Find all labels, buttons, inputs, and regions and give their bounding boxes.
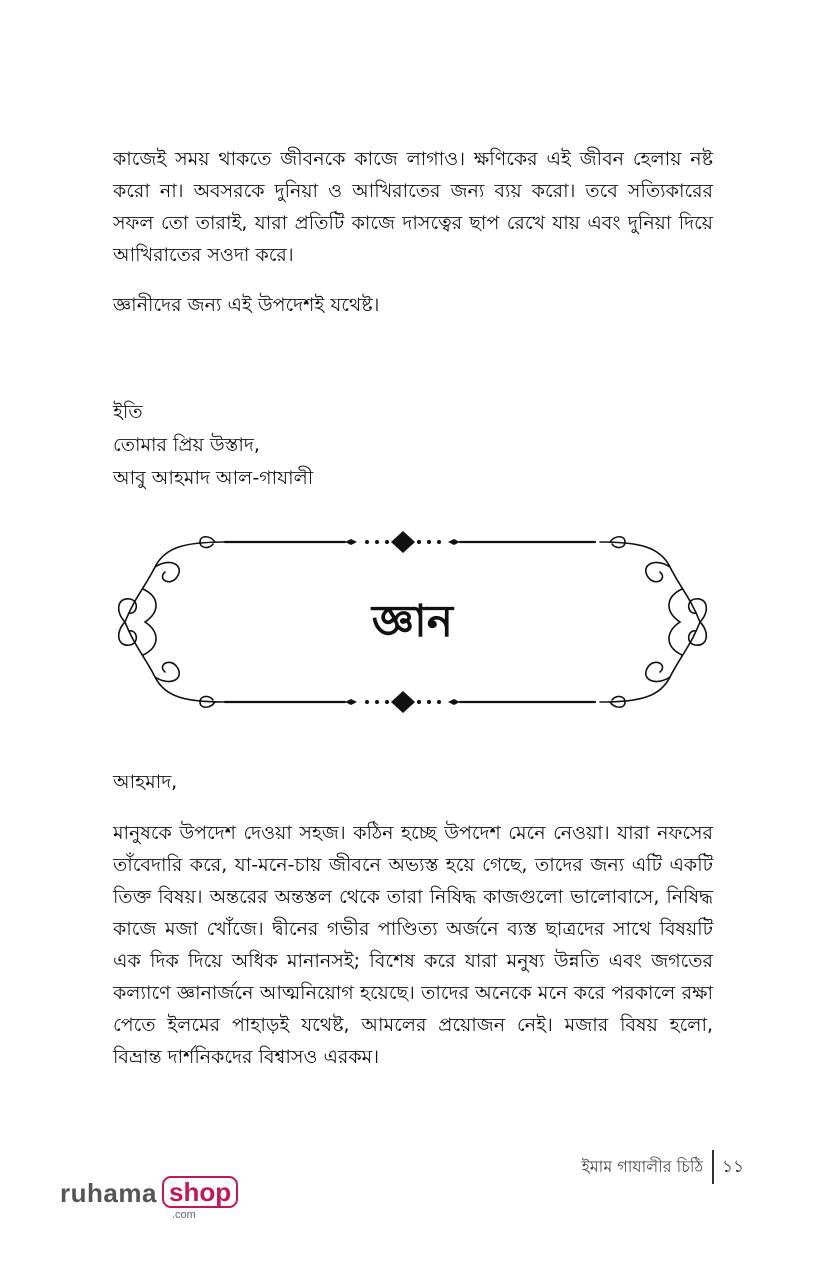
logo-shop-text: shop xyxy=(162,1176,238,1208)
advice-line: জ্ঞানীদের জন্য এই উপদেশই যথেষ্ট। xyxy=(113,294,380,316)
footer-divider xyxy=(712,1150,714,1184)
page-number: ১১ xyxy=(722,1157,745,1177)
logo-domain-text: .com xyxy=(172,1209,196,1221)
salutation: আহমাদ, xyxy=(113,771,178,793)
signature-name: আবু আহমাদ আল-গাযালী xyxy=(113,467,314,489)
signature-relation: তোমার প্রিয় উস্তাদ, xyxy=(113,434,260,456)
chapter-title: জ্ঞান xyxy=(371,596,454,647)
signature-closing: ইতি xyxy=(113,401,143,423)
logo-ruhama-text: ruhama xyxy=(60,1178,157,1208)
body-paragraph: মানুষকে উপদেশ দেওয়া সহজ। কঠিন হচ্ছে উপদেশ মেনে নেওয়া। যারা নফসের তাঁবেদারি করে, যা-মনে-চায় জীবনে অভ্যস্ত হয়ে গেছে, তাদের জন্য এটি একটি তিক্ত বিষয়। অন্তরের অন্তস্তল থেকে তারা নিষিদ্ধ কাজগুলো ভালোবাসে, নিষিদ্ধ কাজে মজা খোঁজে। দ্বীনের গভীর পাণ্ডিত্য অর্জনে ব্যস্ত ছাত্রদের সাথে বিষয়টি এক দিক দিয়ে অধিক মানানসই; বিশেষ করে যারা মনুষ্য উন্নতি এবং জগতের কল্যাণে জ্ঞানার্জনে আত্মনিয়োগ হয়েছে। তাদের অনেকে মনে করে পরকালে রক্ষা পেতে ইলমের পাহাড়ই যথেষ্ট, আমলের প্রয়োজন নেই। মজার বিষয় হলো, বিভ্রান্ত দার্শনিকদের বিশ্বাসও এরকম। xyxy=(113,822,714,1068)
top-paragraph: কাজেই সময় থাকতে জীবনকে কাজে লাগাও। ক্ষণিকের এই জীবন হেলায় নষ্ট করো না। অবসরকে দুনিয়া ও আখিরাতের জন্য ব্যয় করো। তবে সত্যিকারের সফল তো তারাই, যারা প্রতিটি কাজে দাসত্বের ছাপ রেখে যায় এবং দুনিয়া দিয়ে আখিরাতের সওদা করে। xyxy=(113,148,713,266)
footer-book-title: ইমাম গাযালীর চিঠি xyxy=(581,1157,703,1176)
